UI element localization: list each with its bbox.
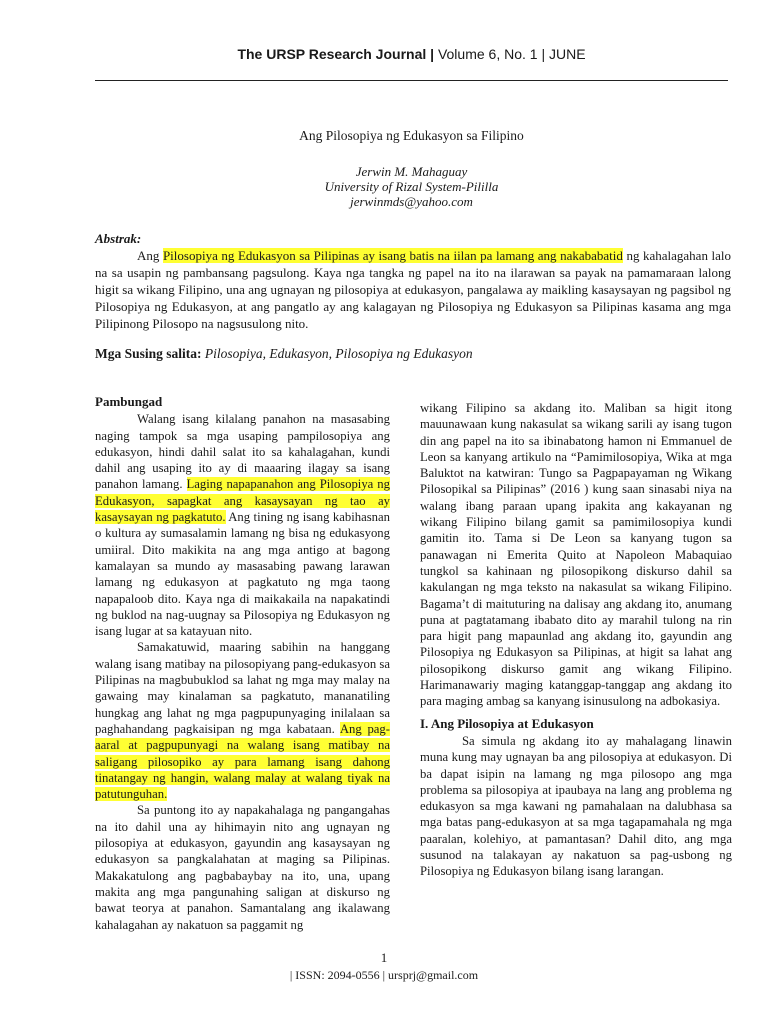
author-email: jerwinmds@yahoo.com [350,194,473,209]
header-separator: | [430,46,435,62]
section-heading-pilosopiya-at-edukasyon: I. Ang Pilosopiya at Edukasyon [420,715,594,731]
title-block [95,128,728,209]
paragraph: Sa puntong ito ay napakahalaga ng pangangahas na ito dahil una ay hihimayin nito ang ugnayan ng pilosopiya at edukasyon, gayundin ang kasaysayan ng edukasyon sa pangkalahatan at maging sa Pilipinas. Makakatulong ang pagbabaybay na ito, una, upang makita ang mga pangunahing saligan at diskurso ng bawat teorya at panahon. Samantalang ang ikalawang kahalagahan ay nakatuon sa paggamit ng [95,803,390,932]
paragraph-text: Ang tining ng isang kabihasnan o kultura ay sumasalamin lamang ng bisa ng edukasyong umiiral. Dito makikita na ang mga antigo at bagong kamalayan sa mundo ay masasabing pawang larawan lamang ng edukasyon at pagkatuto ng mga taong napapaloob dito. Kaya nga di maikakaila na napakatindi ng buklod na nag-uugnay sa Pilosopiya ng Edukasyon ng isang lugar at sa katayuan nito. [95,510,390,639]
paper-title: Ang Pilosopiya ng Edukasyon sa Filipino [299,128,524,143]
abstract-lead: Ang [137,248,163,263]
paragraph [95,411,390,639]
journal-issue: Volume 6, No. 1 [437,46,538,62]
journal-header [95,46,728,81]
paragraph: wikang Filipino sa akdang ito. Maliban sa higit itong mauunawaan kung nakasulat sa wikang sarili ay isang tugon din ang papel na ito sa ibinabatong hamon ni Emmanuel de Leon sa kanyang artikulo na “Pamimilosopiya, Wika at mga Baluktot na katwiran: Tungo sa Pagpapayaman ng Wikang Pilosopikal sa Pilipinas” (2016 ) kung saan sinasabi niya na walang ibang paraan upang ipakita ang kakayanan ng wikang Filipino bilang gamit sa pamimilosopiya kundi gamitin ito. Tama si De Leon sa kanyang tugon sa panawagan ni Emerita Quito at Napoleon Mabaquiao tungkol sa kahinaan ng pilosopikong diskurso dahil sa kakulangan ng mga teksto na nakasulat sa wikang Filipino. Bagama’t di maituturing na dalisay ang akdang ito, anumang puna at pagtatamang ibabato dito ay marahil tulong na rin para higit pang mapaunlad ang akdang ito, gayundin ang Pilosopiya ng Edukasyon sa Pilipinas, at higit sa lahat ang pilosopikong diskurso gamit ang wikang Filipino. Harimanawariy maging katanggap-tanggap ang akdang ito para maging ambag sa kanyang isinusulong na adbokasiya. [420,401,732,709]
issn-contact: | ISSN: 2094-0556 | ursprj@gmail.com [289,968,479,982]
paragraph-text: Samakatuwid, maaring sabihin na hanggang walang isang matibay na pilosopiyang pang-edukasyon sa Pilipinas na magbubuklod sa lahat ng mga may malay na gawaing may kinalaman sa pagkatuto, mananatiling hungkag ang lahat ng mga pagpupunyaging inilalaan sa paghahandang pagkaisipan ng mga kabataan. [95,640,390,736]
abstract-label: Abstrak: [95,231,142,246]
paragraph: Sa simula ng akdang ito ay mahalagang linawin muna kung may ugnayan ba ang pilosopiya at edukasyon. Di ba dapat isipin na lamang ng mga pilosopo ang mga problema sa pilosopiya at ipaubaya na lang ang problema ng edukasyon sa mga kawani ng pamahalaan na dalubhasa sa mga batas pang-edukasyon at sa mga tagapamahala ng mga paaralan, kolehiyo, at pamantasan? Dahil dito, ang mga susunod na talakayan ay nakatuon sa pag-usbong ng Pilosopiya ng Edukasyon bilang isang larangan. [420,733,732,879]
left-column [95,394,390,933]
abstract-highlight: Pilosopiya ng Edukasyon sa Pilipinas ay isang batis na iilan pa lamang ang nakababatid [162,248,623,263]
abstract-text [95,247,731,332]
highlighted-text: Ang pag-aaral at pagpupunyagi na walang isang matibay na saligang pilosopiko ay para lamang isang dahong tinatangay ng hangin, walang malay at walang tiyak na patutunguhan. [95,721,390,802]
right-column [420,400,732,880]
author-affiliation: University of Rizal System-Pililla [324,179,499,194]
highlighted-text: Laging napapanahon ang Pilosopiya ng Edukasyon, sapagkat ang kasaysayan ng tao ay kasaysayan ng pagkatuto. [95,477,390,525]
page-number: 1 [380,950,388,965]
paragraph [95,639,390,802]
paragraph-text: Walang isang kilalang panahon na masasabing naging tampok sa mga usaping pampilosopiya ang edukasyon, hindi dahil salat ito sa kahalagahan, kundi dahil ang usaping ito ay di maaaring ilagay sa isang panahon lamang. [95,412,390,492]
journal-month: | JUNE [541,46,586,62]
keywords-label: Mga Susing salita: [95,346,202,361]
author-name: Jerwin M. Mahaguay [355,164,468,179]
page-footer [0,950,768,983]
abstract-section [95,230,731,332]
abstract-rest: ng kahalagahan lalo na sa usapin ng pambansang pagsulong. Kaya nga tangka ng papel na ito na ilarawan sa payak na pamamaraan lalong higit sa wikang Filipino, una ang ugnayan ng pilosopiya at edukasyon, pangalawa ay maikling kasaysayan ng pagsibol ng Pilosopiya ng Edukasyon, at ang pangatlo ay ang kalagayan ng Pilosopiya ng Edukasyon sa Pilipinas kasama ang mga Pilipinong Pilosopo na nagsusulong nito. [95,248,732,331]
keywords-line [95,346,731,362]
section-heading-pambungad: Pambungad [95,394,163,409]
journal-title: The URSP Research Journal [237,46,427,62]
keywords-value: Pilosopiya, Edukasyon, Pilosopiya ng Edukasyon [201,346,473,361]
